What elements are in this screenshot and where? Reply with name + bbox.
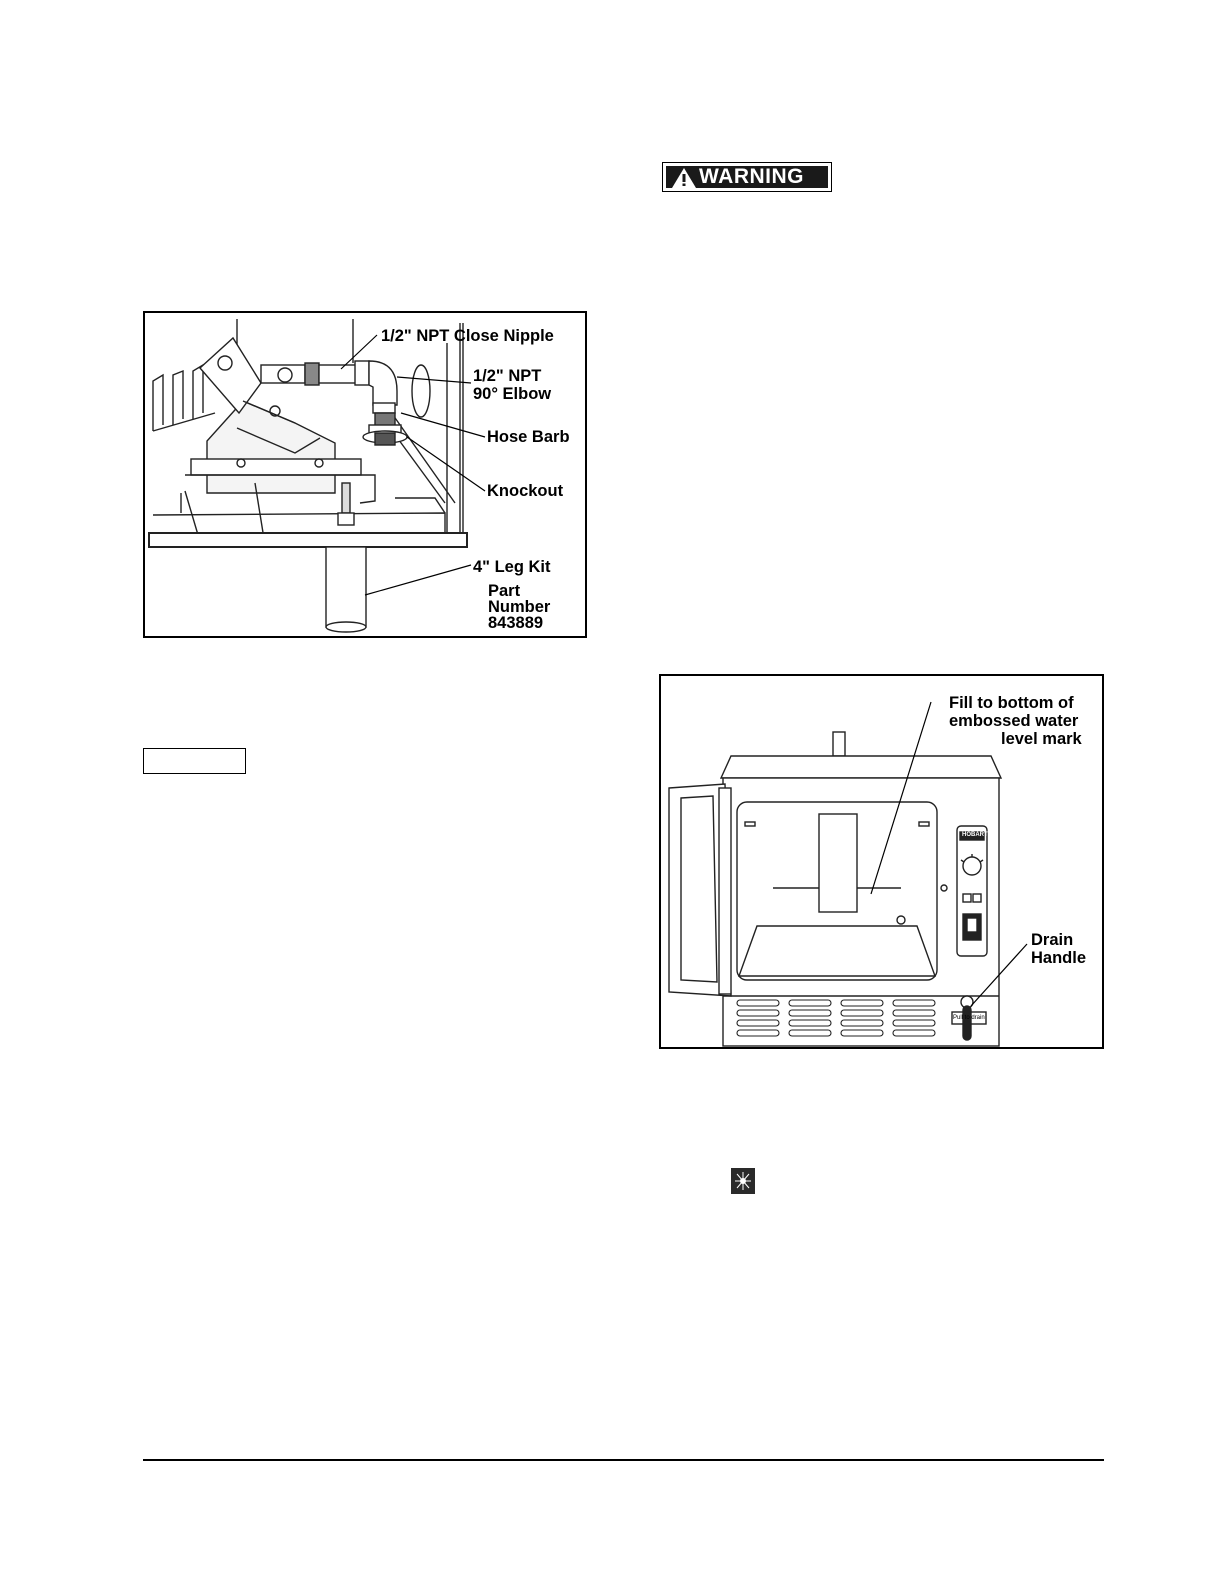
figure-drain-plumbing (143, 311, 587, 638)
square-badge-icon (731, 1168, 755, 1194)
figure-fill-and-drain (659, 674, 1104, 1049)
part-number-label: 843889 (488, 614, 544, 632)
close-nipple-label: 1/2" NPT Close Nipple (381, 327, 554, 345)
hose-barb-label: Hose Barb (487, 428, 570, 446)
fill-label-line2: embossed water (949, 712, 1079, 730)
warning-badge (662, 162, 832, 192)
knockout-label: Knockout (487, 482, 564, 500)
fill-label-line1: Fill to bottom of (949, 694, 1074, 712)
brand-label: HOBART (962, 832, 988, 838)
fill-label-line3: level mark (1001, 730, 1082, 748)
footer-rule (143, 1459, 1104, 1461)
drain-label-line1: Drain (1031, 931, 1074, 949)
leg-kit-label: 4" Leg Kit (473, 558, 551, 576)
warning-label: WARNING (699, 165, 804, 188)
warning-triangle-icon (671, 167, 697, 189)
part-label-line1: Part (488, 582, 521, 600)
part-label-line2: Number (488, 598, 551, 616)
elbow-label-line1: 1/2" NPT (473, 367, 542, 385)
pull-to-drain-label: Pull to drain (953, 1015, 985, 1021)
elbow-label-line2: 90° Elbow (473, 385, 552, 403)
drain-label-line2: Handle (1031, 949, 1087, 967)
empty-label-box (143, 748, 246, 774)
